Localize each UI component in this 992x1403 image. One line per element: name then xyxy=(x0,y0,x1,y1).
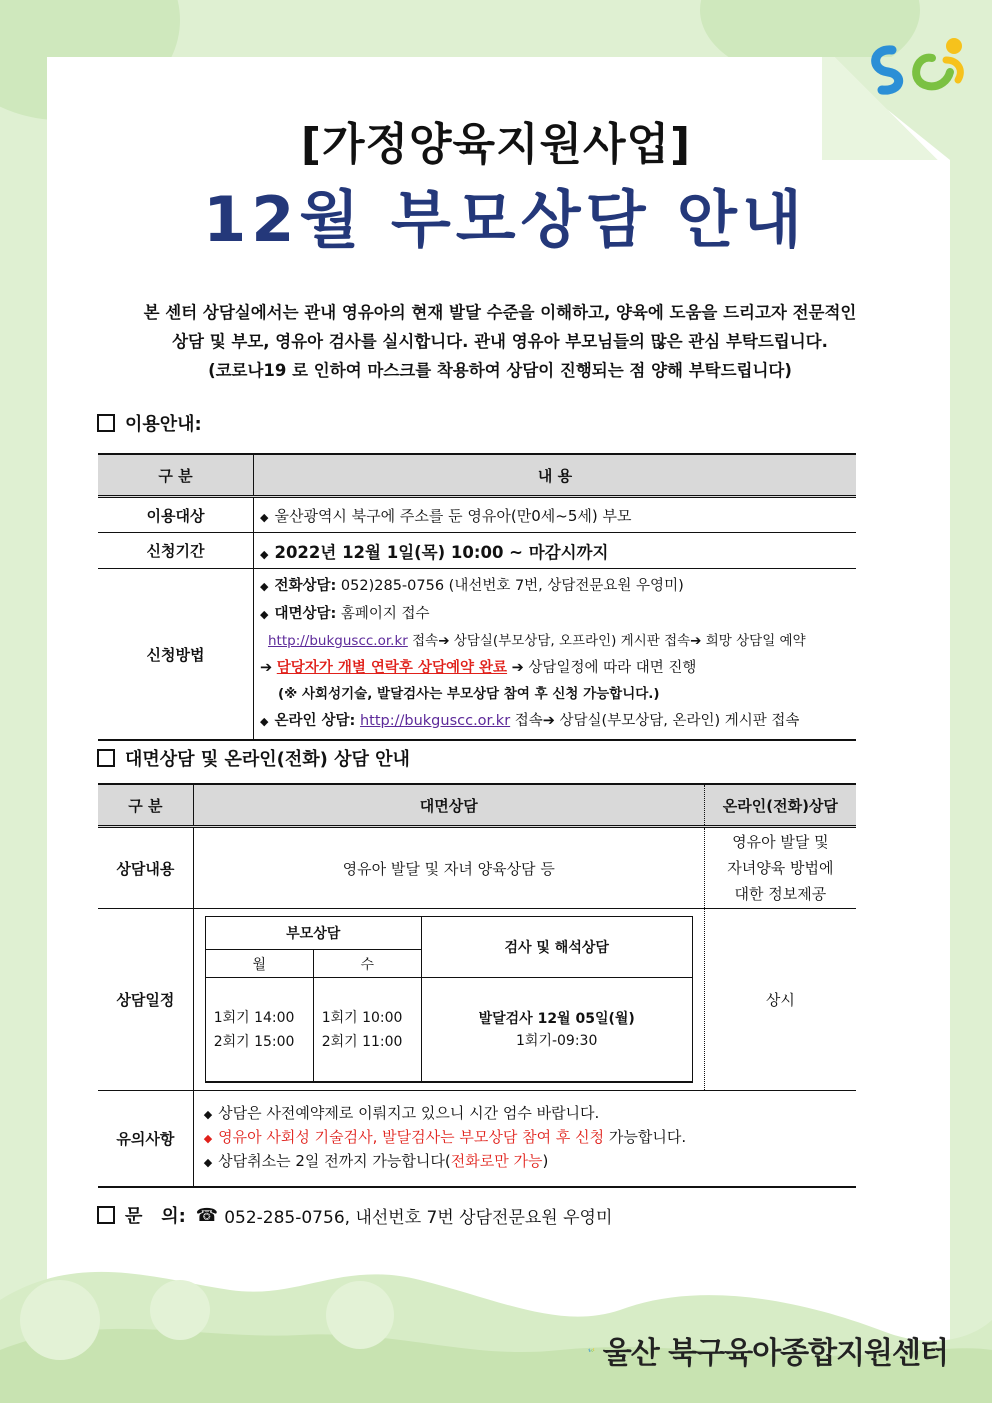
checkbox-square-icon xyxy=(97,414,115,432)
diamond-bullet-icon: ◆ xyxy=(203,1108,213,1122)
diamond-bullet-icon: ◆ xyxy=(260,510,269,524)
column-header: 내 용 xyxy=(254,454,857,497)
phone-value: 052)285-0756 (내선번호 7번, 상담전문요원 우영미) xyxy=(340,578,684,594)
time-slots xyxy=(205,978,313,1082)
target-value: 울산광역시 북구에 주소를 둔 영유아(만0세~5세) 부모 xyxy=(274,506,632,525)
homepage-link[interactable]: http://bukguscc.or.kr xyxy=(359,712,511,729)
intro-line: 본 센터 상담실에서는 관내 영유아의 현재 발달 수준을 이해하고, 양육에 도움을 드리고자 전문적인 xyxy=(143,303,857,322)
homepage-link[interactable]: http://bukguscc.or.kr xyxy=(268,633,408,649)
online-content-line: 영유아 발달 및 xyxy=(732,833,829,851)
contact-label: 문 의: xyxy=(125,1206,186,1227)
row-value xyxy=(254,497,857,533)
time-slots xyxy=(313,978,421,1082)
period-value: 2022년 12월 1일(목) 10:00 ~ 마감시까지 xyxy=(274,542,609,562)
arrow-icon: ➔ xyxy=(260,659,273,676)
intro-line: 상담 및 부모, 영유아 검사를 실시합니다. 관내 영유아 부모님들의 많은 관심 부탁드립니다. xyxy=(172,332,828,351)
visit-label: 대면상담: xyxy=(274,605,337,622)
column-header: 구 분 xyxy=(98,454,254,497)
checkbox-square-icon xyxy=(97,749,115,767)
table-row xyxy=(98,909,856,1091)
title-program: [가정양육지원사업] xyxy=(300,119,692,170)
day-label: 수 xyxy=(313,950,421,978)
diamond-bullet-icon: ◆ xyxy=(203,1132,213,1146)
row-value xyxy=(254,533,857,569)
section-heading-usage xyxy=(97,410,202,436)
online-content-line: 대한 정보제공 xyxy=(734,885,827,903)
table-row xyxy=(98,827,856,909)
row-label: 이용대상 xyxy=(98,497,254,533)
online-content-line: 자녀양육 방법에 xyxy=(727,859,834,877)
row-value: 영유아 발달 및 자녀 양육상담 등 xyxy=(193,827,704,909)
online-steps: 접속➔ 상담실(부모상담, 온라인) 게시판 접속 xyxy=(514,712,800,729)
diamond-bullet-icon: ◆ xyxy=(203,1156,213,1170)
time-slot: 2회기 11:00 xyxy=(321,1033,403,1050)
time-slot: 1회기 10:00 xyxy=(321,1009,403,1026)
note-text: 가능합니다. xyxy=(608,1128,687,1147)
visit-end: ➔ 상담일정에 따라 대면 진행 xyxy=(511,659,697,676)
row-value xyxy=(254,569,857,741)
table-row xyxy=(98,533,856,569)
online-schedule: 상시 xyxy=(704,909,856,1091)
test-time: 1회기-09:30 xyxy=(516,1032,598,1049)
counsel-table xyxy=(98,783,856,1188)
online-label: 온라인 상담: xyxy=(274,712,356,729)
note-text: 상담취소는 2일 전까지 가능합니다( xyxy=(218,1152,451,1171)
organization-name: 울산 북구육아종합지원센터 xyxy=(602,1336,948,1371)
visit-steps: 접속➔ 상담실(부모상담, 오프라인) 게시판 접속➔ 희망 상담일 예약 xyxy=(412,633,806,649)
notes-cell xyxy=(193,1091,856,1187)
row-label: 상담일정 xyxy=(98,909,193,1091)
test-date: 발달검사 12월 05일(월) xyxy=(478,1010,635,1027)
table-row xyxy=(98,1091,856,1187)
schedule-cell xyxy=(193,909,704,1091)
usage-table xyxy=(98,453,856,741)
day-label: 월 xyxy=(205,950,313,978)
phone-icon: ☎ xyxy=(195,1204,219,1226)
diamond-bullet-icon: ◆ xyxy=(260,580,269,593)
contact-notice: 담당자가 개별 연락후 상담예약 완료 xyxy=(276,659,508,676)
diamond-bullet-icon: ◆ xyxy=(260,607,269,621)
table-row xyxy=(98,569,856,741)
note-text-red: 전화로만 가능 xyxy=(450,1152,543,1171)
schedule-inner-table xyxy=(205,916,693,1083)
column-header: 대면상담 xyxy=(193,784,704,827)
center-logo-icon xyxy=(588,1322,595,1378)
row-label: 유의사항 xyxy=(98,1091,193,1187)
section-heading-text: 이용안내: xyxy=(125,414,202,435)
diamond-bullet-icon: ◆ xyxy=(260,714,269,728)
row-label: 신청방법 xyxy=(98,569,254,741)
note-text: ) xyxy=(542,1152,549,1171)
footer-logo xyxy=(588,1320,948,1380)
diamond-bullet-icon: ◆ xyxy=(260,547,269,561)
row-label: 신청기간 xyxy=(98,533,254,569)
table-header-row xyxy=(98,454,856,497)
title-main: 12월 부모상담 안내 xyxy=(203,183,807,256)
checkbox-square-icon xyxy=(97,1206,115,1224)
inner-header: 부모상담 xyxy=(205,917,421,950)
intro-paragraph xyxy=(80,298,920,385)
row-label: 상담내용 xyxy=(98,827,193,909)
method-note: (※ 사회성기술, 발달검사는 부모상담 참여 후 신청 가능합니다.) xyxy=(278,686,660,702)
contact-value: 052-285-0756, 내선번호 7번 상담전문요원 우영미 xyxy=(224,1207,613,1228)
visit-value: 홈페이지 접수 xyxy=(340,605,430,622)
section-heading-counsel xyxy=(97,745,410,771)
phone-label: 전화상담: xyxy=(274,578,337,594)
time-slot: 1회기 14:00 xyxy=(213,1009,295,1026)
test-schedule xyxy=(421,978,692,1082)
table-row xyxy=(98,497,856,533)
note-text-red: 영유아 사회성 기술검사, 발달검사는 부모상담 참여 후 신청 xyxy=(218,1128,605,1147)
column-header: 온라인(전화)상담 xyxy=(704,784,856,827)
note-text: 상담은 사전예약제로 이뤄지고 있으니 시간 엄수 바랍니다. xyxy=(218,1104,600,1123)
center-logo-icon xyxy=(862,30,972,100)
section-heading-text: 대면상담 및 온라인(전화) 상담 안내 xyxy=(125,749,410,770)
time-slot: 2회기 15:00 xyxy=(213,1033,295,1050)
column-header: 구 분 xyxy=(98,784,193,827)
table-header-row xyxy=(98,784,856,827)
contact-info xyxy=(97,1202,612,1228)
intro-line: (코로나19 로 인하여 마스크를 착용하여 상담이 진행되는 점 양해 부탁드립니다) xyxy=(208,361,792,380)
online-content xyxy=(704,827,856,909)
inner-header: 검사 및 해석상담 xyxy=(421,917,692,978)
